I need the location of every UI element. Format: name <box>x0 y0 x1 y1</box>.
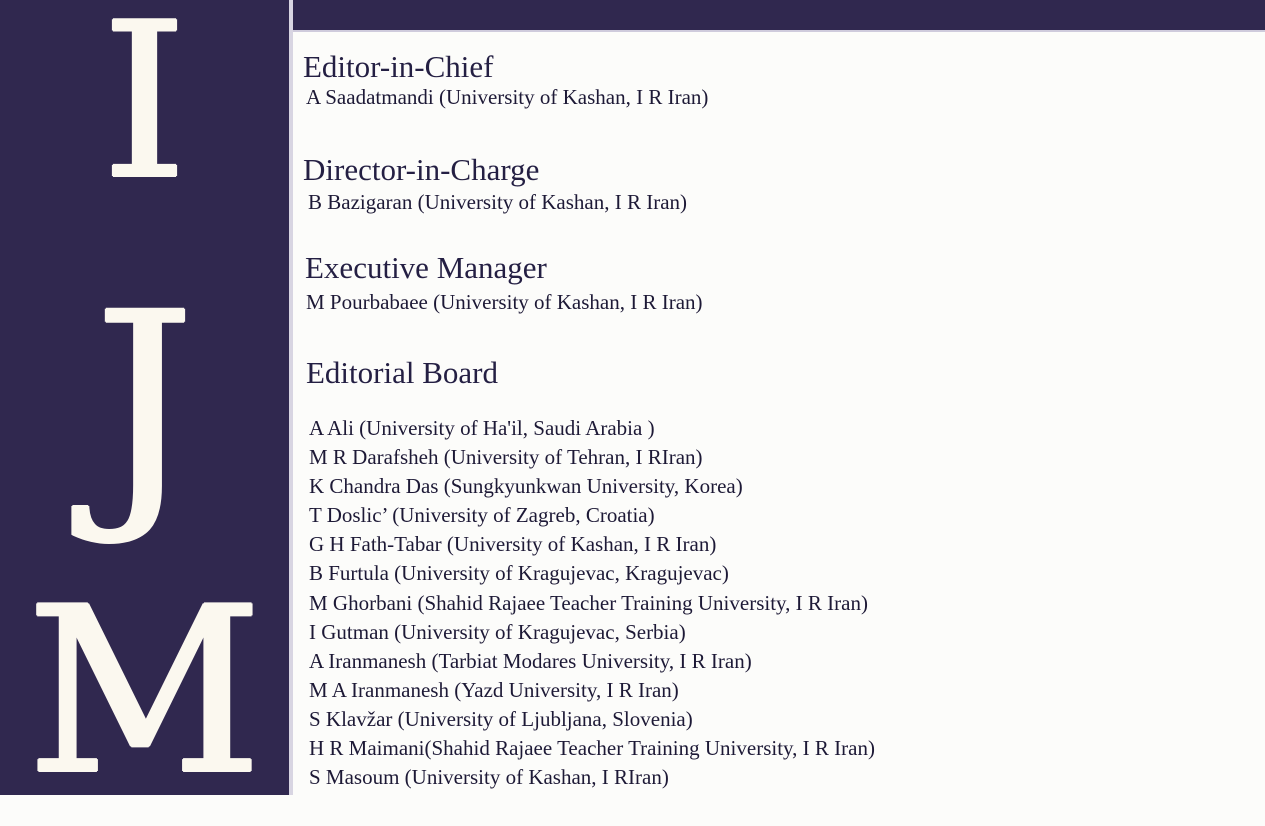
list-item: B Furtula (University of Kragujevac, Kragujevac) <box>309 561 729 586</box>
top-banner-divider <box>293 30 1265 32</box>
list-item: I Gutman (University of Kragujevac, Serbia) <box>309 619 686 644</box>
logo-letter-m: M <box>26 559 263 826</box>
director-in-charge-name: B Bazigaran (University of Kashan, I R Iran) <box>308 190 688 214</box>
director-in-charge-heading: Director-in-Charge <box>303 152 540 187</box>
list-item: A Ali (University of Ha'il, Saudi Arabia ) <box>309 416 655 440</box>
list-item: K Chandra Das (Sungkyunkwan University, Korea) <box>309 474 743 499</box>
editorial-board-list <box>309 414 875 792</box>
executive-manager-section <box>305 249 703 317</box>
top-banner <box>293 0 1265 30</box>
sidebar-divider <box>289 0 293 795</box>
editorial-board-section <box>306 354 498 392</box>
logo-letter-j: J <box>94 259 195 550</box>
editorial-board-heading: Editorial Board <box>306 355 498 390</box>
list-item: M A Iranmanesh (Yazd University, I R Iran) <box>309 677 679 702</box>
list-item: T Doslic’ (University of Zagreb, Croatia) <box>309 503 655 528</box>
editor-in-chief-heading: Editor-in-Chief <box>303 49 494 84</box>
list-item: S Masoum (University of Kashan, I RIran) <box>309 765 669 790</box>
list-item: G H Fath-Tabar (University of Kashan, I R Iran) <box>309 532 717 557</box>
editor-in-chief-section <box>303 48 708 112</box>
executive-manager-heading: Executive Manager <box>305 250 547 285</box>
list-item: M Ghorbani (Shahid Rajaee Teacher Training University, I R Iran) <box>309 590 868 615</box>
list-item: H R Maimani(Shahid Rajaee Teacher Training University, I R Iran) <box>309 736 875 761</box>
logo-letter-i: I <box>102 0 187 227</box>
director-in-charge-section <box>303 151 687 217</box>
journal-sidebar <box>0 0 289 826</box>
list-item: A Iranmanesh (Tarbiat Modares University, I R Iran) <box>309 648 752 673</box>
editor-in-chief-name: A Saadatmandi (University of Kashan, I R Iran) <box>306 85 709 109</box>
executive-manager-name: M Pourbabaee (University of Kashan, I R Iran) <box>306 290 703 314</box>
list-item: M R Darafsheh (University of Tehran, I RIran) <box>309 445 703 470</box>
list-item: S Klavžar (University of Ljubljana, Slovenia) <box>309 706 693 731</box>
